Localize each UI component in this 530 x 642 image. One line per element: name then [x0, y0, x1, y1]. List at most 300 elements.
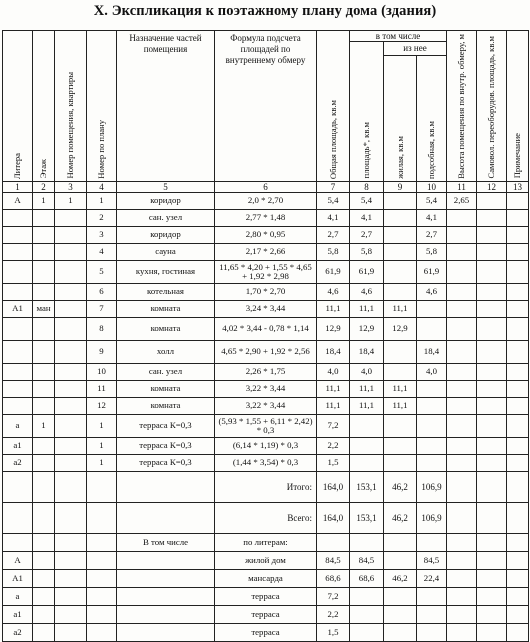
vsego-label: Всего: — [215, 502, 317, 533]
itogo-label: Итого: — [215, 471, 317, 502]
breakdown-litera: А1 — [3, 569, 33, 587]
floor-cell — [33, 380, 55, 397]
formula-cell: 3,22 * 3,44 — [215, 397, 317, 414]
room-name-cell: сауна — [117, 243, 215, 260]
formula-cell: 2,0 * 2,70 — [215, 192, 317, 209]
breakdown-total: 2,2 — [317, 605, 350, 623]
living-area-cell — [384, 209, 417, 226]
room-name-cell: сан. узел — [117, 209, 215, 226]
empty-cell — [117, 569, 215, 587]
aux-area-cell: 5,4 — [417, 192, 447, 209]
empty-cell — [117, 587, 215, 605]
empty-cell — [87, 502, 117, 533]
room-number-cell — [55, 454, 87, 471]
litera-cell — [3, 380, 33, 397]
room-name-cell: коридор — [117, 192, 215, 209]
room-row — [3, 340, 529, 363]
aux-area-cell — [417, 454, 447, 471]
floor-cell — [33, 454, 55, 471]
empty-cell — [117, 471, 215, 502]
total-area-cell: 4,6 — [317, 283, 350, 300]
plan-number-cell: 8 — [87, 317, 117, 340]
breakdown-name: терраса — [215, 605, 317, 623]
breakdown-name: терраса — [215, 587, 317, 605]
total-area-cell: 11,1 — [317, 380, 350, 397]
plan-number-cell: 3 — [87, 226, 117, 243]
note-cell — [507, 192, 529, 209]
breakdown-litera: а — [3, 587, 33, 605]
empty-cell — [33, 533, 55, 551]
formula-cell: (1,44 * 3,54) * 0,3 — [215, 454, 317, 471]
room-number-cell — [55, 437, 87, 454]
floor-cell — [33, 283, 55, 300]
room-row — [3, 414, 529, 437]
empty-cell — [477, 533, 507, 551]
room-name-cell: комната — [117, 300, 215, 317]
room-number-cell — [55, 317, 87, 340]
breakdown-litera: А — [3, 551, 33, 569]
aux-area-cell — [417, 397, 447, 414]
plan-number-cell: 1 — [87, 437, 117, 454]
illegal-area-cell — [477, 363, 507, 380]
living-area-cell — [384, 437, 417, 454]
area-cell — [350, 414, 384, 437]
empty-cell — [507, 605, 529, 623]
illegal-area-cell — [477, 397, 507, 414]
room-name-cell: терраса К=0,3 — [117, 414, 215, 437]
aux-area-cell — [417, 414, 447, 437]
formula-cell: 3,24 * 3,44 — [215, 300, 317, 317]
room-row — [3, 397, 529, 414]
room-name-cell: кухня, гостиная — [117, 260, 215, 283]
empty-cell — [477, 605, 507, 623]
living-area-cell — [384, 414, 417, 437]
col-number: 4 — [87, 181, 117, 192]
breakdown-in-total: В том числе — [117, 533, 215, 551]
empty-cell — [33, 471, 55, 502]
living-area-cell — [384, 226, 417, 243]
breakdown-litera: а1 — [3, 605, 33, 623]
room-number-cell — [55, 340, 87, 363]
total-area-cell: 7,2 — [317, 414, 350, 437]
empty-cell — [33, 551, 55, 569]
floor-cell — [33, 397, 55, 414]
living-area-cell: 11,1 — [384, 397, 417, 414]
empty-cell — [33, 569, 55, 587]
itogo-living: 46,2 — [384, 471, 417, 502]
header-floor: Этаж — [33, 31, 55, 182]
breakdown-body — [3, 551, 529, 641]
room-number-cell — [55, 260, 87, 283]
explication-table — [2, 30, 529, 642]
vsego-aux: 106,9 — [417, 502, 447, 533]
col-number: 5 — [117, 181, 215, 192]
plan-number-cell: 4 — [87, 243, 117, 260]
note-cell — [507, 414, 529, 437]
empty-cell — [447, 471, 477, 502]
note-cell — [507, 317, 529, 340]
breakdown-total: 68,6 — [317, 569, 350, 587]
litera-cell — [3, 283, 33, 300]
header-purpose: Назначение частей помещения — [117, 31, 215, 182]
itogo-area: 153,1 — [350, 471, 384, 502]
formula-cell: 4,02 * 3,44 - 0,78 * 1,14 — [215, 317, 317, 340]
formula-cell: 2,26 * 1,75 — [215, 363, 317, 380]
litera-cell — [3, 397, 33, 414]
empty-cell — [477, 587, 507, 605]
empty-cell — [447, 605, 477, 623]
litera-cell: а — [3, 414, 33, 437]
height-cell: 2,65 — [447, 192, 477, 209]
room-name-cell: котельная — [117, 283, 215, 300]
breakdown-area — [350, 605, 384, 623]
litera-cell — [3, 260, 33, 283]
breakdown-aux — [417, 587, 447, 605]
empty-cell — [507, 471, 529, 502]
total-area-cell: 4,0 — [317, 363, 350, 380]
aux-area-cell — [417, 317, 447, 340]
note-cell — [507, 437, 529, 454]
area-cell: 4,1 — [350, 209, 384, 226]
note-cell — [507, 397, 529, 414]
room-number-cell — [55, 380, 87, 397]
header-plan-number: Номер по плану — [87, 31, 117, 182]
illegal-area-cell — [477, 243, 507, 260]
empty-cell — [55, 587, 87, 605]
empty-cell — [447, 587, 477, 605]
room-row — [3, 260, 529, 283]
plan-number-cell: 1 — [87, 414, 117, 437]
room-name-cell: комната — [117, 397, 215, 414]
room-number-cell — [55, 397, 87, 414]
area-cell: 5,8 — [350, 243, 384, 260]
total-area-cell: 5,4 — [317, 192, 350, 209]
room-row — [3, 454, 529, 471]
col-number: 11 — [447, 181, 477, 192]
room-row — [3, 209, 529, 226]
room-number-cell — [55, 363, 87, 380]
illegal-area-cell — [477, 454, 507, 471]
room-row — [3, 226, 529, 243]
total-area-cell: 5,8 — [317, 243, 350, 260]
rooms-body — [3, 192, 529, 471]
living-area-cell — [384, 340, 417, 363]
empty-cell — [507, 502, 529, 533]
col-number: 3 — [55, 181, 87, 192]
empty-cell — [87, 533, 117, 551]
height-cell — [447, 300, 477, 317]
breakdown-name: жилой дом — [215, 551, 317, 569]
page-title: X. Экспликация к поэтажному плану дома (здания) — [93, 3, 437, 19]
illegal-area-cell — [477, 414, 507, 437]
plan-number-cell: 10 — [87, 363, 117, 380]
breakdown-row — [3, 623, 529, 641]
empty-cell — [447, 623, 477, 641]
empty-cell — [507, 623, 529, 641]
empty-cell — [3, 502, 33, 533]
empty-cell — [507, 551, 529, 569]
breakdown-living — [384, 605, 417, 623]
note-cell — [507, 340, 529, 363]
total-area-cell: 12,9 — [317, 317, 350, 340]
aux-area-cell: 2,7 — [417, 226, 447, 243]
breakdown-area: 84,5 — [350, 551, 384, 569]
illegal-area-cell — [477, 209, 507, 226]
empty-cell — [87, 605, 117, 623]
empty-cell — [507, 533, 529, 551]
room-number-cell: 1 — [55, 192, 87, 209]
col-number: 1 — [3, 181, 33, 192]
empty-cell — [317, 533, 350, 551]
height-cell — [447, 397, 477, 414]
floor-cell — [33, 340, 55, 363]
plan-number-cell: 5 — [87, 260, 117, 283]
empty-cell — [55, 471, 87, 502]
height-cell — [447, 454, 477, 471]
litera-cell — [3, 209, 33, 226]
aux-area-cell: 18,4 — [417, 340, 447, 363]
empty-cell — [55, 623, 87, 641]
empty-cell — [55, 569, 87, 587]
header-litera: Литера — [3, 31, 33, 182]
vsego-total: 164,0 — [317, 502, 350, 533]
plan-number-cell: 9 — [87, 340, 117, 363]
formula-cell: (5,93 * 1,55 + 6,11 * 2,42) * 0,3 — [215, 414, 317, 437]
total-area-cell: 2,2 — [317, 437, 350, 454]
note-cell — [507, 209, 529, 226]
height-cell — [447, 437, 477, 454]
formula-cell: 1,70 * 2,70 — [215, 283, 317, 300]
floor-cell — [33, 226, 55, 243]
breakdown-living — [384, 623, 417, 641]
room-row — [3, 243, 529, 260]
illegal-area-cell — [477, 192, 507, 209]
header-of-it: из нее — [384, 42, 447, 56]
aux-area-cell — [417, 300, 447, 317]
empty-cell — [477, 502, 507, 533]
header-total-area: Общая площадь, кв.м — [317, 31, 350, 182]
breakdown-total: 7,2 — [317, 587, 350, 605]
empty-cell — [384, 533, 417, 551]
area-cell: 12,9 — [350, 317, 384, 340]
breakdown-by-liters: по литерам: — [215, 533, 317, 551]
illegal-area-cell — [477, 437, 507, 454]
room-row — [3, 192, 529, 209]
aux-area-cell: 61,9 — [417, 260, 447, 283]
header-illegal-area: Самовол. переоборудов. площадь, кв.м — [477, 31, 507, 182]
plan-number-cell: 1 — [87, 454, 117, 471]
formula-cell: 2,77 * 1,48 — [215, 209, 317, 226]
living-area-cell — [384, 260, 417, 283]
empty-cell — [33, 605, 55, 623]
note-cell — [507, 283, 529, 300]
col-number: 8 — [350, 181, 384, 192]
breakdown-name: терраса — [215, 623, 317, 641]
empty-cell — [87, 551, 117, 569]
aux-area-cell: 4,0 — [417, 363, 447, 380]
living-area-cell — [384, 192, 417, 209]
col-number: 6 — [215, 181, 317, 192]
height-cell — [447, 380, 477, 397]
note-cell — [507, 226, 529, 243]
header-note: Примечание — [507, 31, 529, 182]
breakdown-row — [3, 587, 529, 605]
empty-cell — [117, 551, 215, 569]
breakdown-total: 84,5 — [317, 551, 350, 569]
col-number: 2 — [33, 181, 55, 192]
empty-cell — [117, 623, 215, 641]
height-cell — [447, 243, 477, 260]
area-cell: 11,1 — [350, 380, 384, 397]
height-cell — [447, 317, 477, 340]
empty-cell — [55, 551, 87, 569]
breakdown-area — [350, 587, 384, 605]
breakdown-name: мансарда — [215, 569, 317, 587]
plan-number-cell: 6 — [87, 283, 117, 300]
room-name-cell: сан. узел — [117, 363, 215, 380]
floor-cell — [33, 243, 55, 260]
header-living: жилая, кв.м — [384, 55, 417, 181]
empty-cell — [55, 502, 87, 533]
itogo-row — [3, 471, 529, 502]
litera-cell: а1 — [3, 437, 33, 454]
illegal-area-cell — [477, 283, 507, 300]
formula-cell: (6,14 * 1,19) * 0,3 — [215, 437, 317, 454]
height-cell — [447, 209, 477, 226]
room-name-cell: комната — [117, 317, 215, 340]
area-cell: 4,6 — [350, 283, 384, 300]
breakdown-living — [384, 587, 417, 605]
height-cell — [447, 363, 477, 380]
header-including: в том числе — [350, 31, 447, 42]
total-area-cell: 18,4 — [317, 340, 350, 363]
formula-cell: 4,65 * 2,90 + 1,92 * 2,56 — [215, 340, 317, 363]
empty-cell — [3, 533, 33, 551]
illegal-area-cell — [477, 226, 507, 243]
header-aux: подсобная, кв.м — [417, 55, 447, 181]
room-name-cell: комната — [117, 380, 215, 397]
empty-cell — [87, 623, 117, 641]
empty-cell — [477, 551, 507, 569]
vsego-row — [3, 502, 529, 533]
area-cell: 2,7 — [350, 226, 384, 243]
room-number-cell — [55, 209, 87, 226]
plan-number-cell: 12 — [87, 397, 117, 414]
illegal-area-cell — [477, 317, 507, 340]
floor-cell — [33, 437, 55, 454]
floor-cell: 1 — [33, 192, 55, 209]
breakdown-aux — [417, 623, 447, 641]
empty-cell — [350, 533, 384, 551]
aux-area-cell: 4,6 — [417, 283, 447, 300]
empty-cell — [447, 569, 477, 587]
room-name-cell: коридор — [117, 226, 215, 243]
empty-cell — [477, 569, 507, 587]
plan-number-cell: 1 — [87, 192, 117, 209]
illegal-area-cell — [477, 340, 507, 363]
room-row — [3, 283, 529, 300]
room-number-cell — [55, 226, 87, 243]
room-name-cell: холл — [117, 340, 215, 363]
illegal-area-cell — [477, 380, 507, 397]
breakdown-area — [350, 623, 384, 641]
illegal-area-cell — [477, 260, 507, 283]
breakdown-aux — [417, 605, 447, 623]
room-name-cell: терраса К=0,3 — [117, 437, 215, 454]
area-cell — [350, 454, 384, 471]
area-cell: 61,9 — [350, 260, 384, 283]
header-area: площадь*, кв.м — [350, 42, 384, 182]
height-cell — [447, 260, 477, 283]
litera-cell: А — [3, 192, 33, 209]
area-cell: 5,4 — [350, 192, 384, 209]
living-area-cell: 11,1 — [384, 300, 417, 317]
empty-cell — [447, 533, 477, 551]
note-cell — [507, 300, 529, 317]
empty-cell — [87, 587, 117, 605]
room-row — [3, 437, 529, 454]
formula-cell: 3,22 * 3,44 — [215, 380, 317, 397]
note-cell — [507, 260, 529, 283]
total-area-cell: 11,1 — [317, 300, 350, 317]
header-room-number: Номер помещения, квартиры — [55, 31, 87, 182]
formula-cell: 2,80 * 0,95 — [215, 226, 317, 243]
vsego-living: 46,2 — [384, 502, 417, 533]
empty-cell — [447, 551, 477, 569]
empty-cell — [87, 471, 117, 502]
total-area-cell: 2,7 — [317, 226, 350, 243]
note-cell — [507, 363, 529, 380]
room-number-cell — [55, 283, 87, 300]
breakdown-aux: 84,5 — [417, 551, 447, 569]
litera-cell — [3, 317, 33, 340]
plan-number-cell: 7 — [87, 300, 117, 317]
breakdown-row — [3, 569, 529, 587]
empty-cell — [117, 605, 215, 623]
breakdown-row — [3, 551, 529, 569]
empty-cell — [417, 533, 447, 551]
aux-area-cell — [417, 380, 447, 397]
breakdown-living: 46,2 — [384, 569, 417, 587]
formula-cell: 11,65 * 4,20 + 1,55 * 4,65 + 1,92 * 2,98 — [215, 260, 317, 283]
plan-number-cell: 2 — [87, 209, 117, 226]
breakdown-total: 1,5 — [317, 623, 350, 641]
empty-cell — [477, 623, 507, 641]
room-row — [3, 380, 529, 397]
empty-cell — [477, 471, 507, 502]
aux-area-cell: 4,1 — [417, 209, 447, 226]
total-area-cell: 4,1 — [317, 209, 350, 226]
itogo-aux: 106,9 — [417, 471, 447, 502]
col-number: 9 — [384, 181, 417, 192]
total-area-cell: 11,1 — [317, 397, 350, 414]
area-cell: 11,1 — [350, 397, 384, 414]
empty-cell — [33, 587, 55, 605]
empty-cell — [55, 533, 87, 551]
breakdown-living — [384, 551, 417, 569]
empty-cell — [507, 569, 529, 587]
breakdown-header-row — [3, 533, 529, 551]
litera-cell — [3, 363, 33, 380]
breakdown-aux: 22,4 — [417, 569, 447, 587]
living-area-cell — [384, 243, 417, 260]
height-cell — [447, 226, 477, 243]
plan-number-cell: 11 — [87, 380, 117, 397]
room-row — [3, 363, 529, 380]
floor-cell: 1 — [33, 414, 55, 437]
empty-cell — [33, 502, 55, 533]
column-numbers-row — [3, 181, 529, 192]
